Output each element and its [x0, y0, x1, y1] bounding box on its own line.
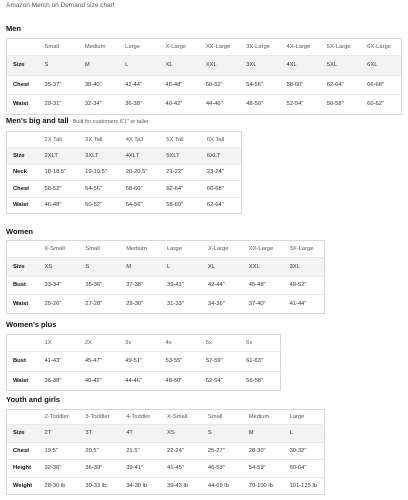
table-row [7, 95, 402, 115]
table-cell: 18-18.5" [39, 164, 80, 181]
table-cell: 50-52" [200, 75, 240, 95]
table-cell: 19-19.5" [79, 164, 120, 181]
table-cell: 46-48" [39, 197, 80, 214]
table-cell: 40-42" [159, 95, 199, 115]
table-cell: 58-60" [280, 75, 320, 95]
table-cell: 56-58" [321, 95, 361, 115]
table-cell: 62-64" [160, 181, 201, 198]
table-cell: 60-62" [361, 95, 401, 115]
table-cell: 2T [39, 425, 80, 443]
row-label: Waist [7, 197, 39, 214]
column-header: 2X [84, 340, 92, 346]
table-cell: 45-47" [79, 352, 119, 372]
table-cell: 40-42" [79, 371, 119, 391]
table-row [7, 460, 325, 478]
table-cell: 37-38" [120, 276, 161, 295]
header-corner [7, 335, 39, 352]
table-cell: M [243, 425, 284, 443]
table-cell: 39-43 lb [161, 477, 202, 495]
column-header: Medium [248, 414, 270, 420]
table-cell: 58-60" [120, 181, 161, 198]
table-cell: 57-59" [200, 352, 240, 372]
table-cell: 44-69 lb [202, 477, 243, 495]
column-header: 1X [44, 340, 52, 346]
table-cell: 4XLT [120, 148, 161, 165]
table-cell: 3XL [284, 258, 325, 277]
column-header: XX-Large [248, 246, 274, 252]
table-cell: 52-54" [200, 371, 240, 391]
table-cell: XL [159, 56, 199, 76]
table-cell: 6XLT [201, 148, 242, 165]
row-label: Height [7, 460, 39, 478]
table-cell: 39-41" [161, 276, 202, 295]
table-cell: 25-27" [202, 442, 243, 460]
table-cell: 41-44" [284, 295, 325, 314]
row-label: Bust [7, 276, 39, 295]
table-row [7, 276, 325, 295]
row-label: Size [7, 148, 39, 165]
table-cell: 3XL [240, 56, 280, 76]
table-cell: 36-39" [79, 460, 120, 478]
table-cell: 32-34" [79, 95, 119, 115]
table-cell: XXL [200, 56, 240, 76]
row-label: Waist [7, 371, 39, 391]
table-row [7, 197, 242, 214]
table-cell: 21.5" [120, 442, 161, 460]
table-cell: 32-36" [39, 460, 80, 478]
table-cell: 44-46" [119, 371, 159, 391]
table-cell: 25-26" [39, 295, 80, 314]
column-header: 3X-Large [246, 44, 270, 50]
header-row [7, 39, 402, 56]
womens-plus-size-table [6, 334, 281, 391]
table-cell: 34-38 lb [120, 477, 161, 495]
column-header: 4x [165, 340, 172, 346]
table-cell: XS [39, 258, 80, 277]
column-header: 6X Tall [206, 136, 225, 143]
table-cell: 60-64" [284, 460, 325, 478]
table-cell: 3T [79, 425, 120, 443]
table-cell: XS [161, 425, 202, 443]
table-cell: 42-44" [119, 75, 159, 95]
table-row [7, 371, 281, 391]
header-row [7, 241, 325, 258]
table-cell: 39-41" [120, 460, 161, 478]
column-header: X-Small [44, 246, 65, 252]
header-row [7, 410, 325, 425]
table-cell: 6XL [361, 56, 401, 76]
header-corner [7, 410, 39, 425]
table-cell: L [284, 425, 325, 443]
table-row [7, 258, 325, 277]
table-cell: 36-38" [119, 95, 159, 115]
column-header: X-Large [165, 44, 187, 50]
column-header: Small [207, 414, 223, 420]
table-cell: 66-68" [361, 75, 401, 95]
table-cell: 4XL [280, 56, 320, 76]
table-cell: XXL [243, 258, 284, 277]
column-header: Medium [84, 44, 106, 50]
column-header: 4-Toddler [126, 414, 151, 420]
column-header: 5x [205, 340, 212, 346]
column-header: 5X-Large [326, 44, 351, 50]
table-row [7, 181, 242, 198]
table-cell: XL [202, 258, 243, 277]
table-cell: 29-30" [120, 295, 161, 314]
table-cell: 58-60" [160, 197, 201, 214]
table-cell: 33-34" [39, 276, 80, 295]
table-cell: 35-37" [39, 75, 79, 95]
table-cell: 27-28" [79, 295, 120, 314]
table-cell: 50-52" [79, 197, 120, 214]
table-cell: 62-64" [201, 197, 242, 214]
column-header: Large [289, 414, 305, 420]
table-cell: 49-51" [119, 352, 159, 372]
table-cell: 42-44" [202, 276, 243, 295]
table-cell: 30-33 lb [79, 477, 120, 495]
table-row [7, 352, 281, 372]
table-row [7, 477, 325, 495]
table-cell: 5XLT [160, 148, 201, 165]
table-cell: M [79, 56, 119, 76]
row-label: Chest [7, 442, 39, 460]
table-cell: 20-20.5" [120, 164, 161, 181]
header-row [7, 335, 281, 352]
table-cell: 35-36" [79, 276, 120, 295]
column-header: 3X-Large [289, 246, 314, 252]
table-cell: L [119, 56, 159, 76]
row-label: Size [7, 425, 39, 443]
table-row [7, 148, 242, 165]
table-cell: S [39, 56, 79, 76]
column-header: Medium [126, 246, 147, 252]
table-cell: 34-36" [202, 295, 243, 314]
table-cell: 48-50" [240, 95, 280, 115]
table-cell: 28-30" [243, 442, 284, 460]
table-cell: 41-43" [39, 352, 79, 372]
row-label: Chest [7, 75, 39, 95]
column-header: X-Small [167, 414, 188, 420]
section-title-men: Men [6, 24, 21, 33]
table-cell: 48-50" [159, 371, 199, 391]
table-cell: 45-48" [243, 276, 284, 295]
column-header: 3x [125, 340, 132, 346]
table-cell: 49-52" [284, 276, 325, 295]
table-cell: 5XL [321, 56, 361, 76]
women-size-table [6, 240, 325, 314]
column-header: 6X-Large [367, 44, 391, 50]
row-label: Size [7, 258, 39, 277]
table-cell: 2XLT [39, 148, 80, 165]
table-cell: 101-125 lb [284, 477, 325, 495]
section-title-youth-and-girls: Youth and girls [6, 395, 61, 404]
table-row [7, 164, 242, 181]
row-label: Bust [7, 352, 39, 372]
table-cell: 4T [120, 425, 161, 443]
table-cell: 70-100 lb [243, 477, 284, 495]
table-cell: 50-52" [39, 181, 80, 198]
table-row [7, 425, 325, 443]
table-cell: 54-56" [79, 181, 120, 198]
table-row [7, 75, 402, 95]
table-cell: 19.5" [39, 442, 80, 460]
table-cell: 30-32" [284, 442, 325, 460]
table-cell: 52-54" [280, 95, 320, 115]
table-cell: 54-56" [120, 197, 161, 214]
column-header: 2-Toddler [44, 414, 69, 420]
table-cell: 56-58" [240, 371, 280, 391]
header-row [7, 132, 242, 148]
column-header: XX-Large [205, 44, 231, 50]
header-corner [7, 39, 39, 56]
column-header: 3X Tall [85, 136, 103, 143]
table-cell: L [161, 258, 202, 277]
row-label: Chest [7, 181, 39, 198]
section-note: Built for customers 6'1" or taller [72, 119, 149, 125]
header-corner [7, 241, 39, 258]
table-cell: 20.5" [79, 442, 120, 460]
table-cell: 28-30 lb [39, 477, 80, 495]
header-corner [7, 132, 39, 148]
table-cell: 46-53" [202, 460, 243, 478]
table-cell: 3XLT [79, 148, 120, 165]
table-row [7, 295, 325, 314]
table-cell: 41-45" [161, 460, 202, 478]
men-size-table [6, 38, 402, 115]
table-row [7, 442, 325, 460]
row-label: Size [7, 56, 39, 76]
column-header: 4X Tall [125, 136, 143, 143]
table-cell: 53-55" [159, 352, 199, 372]
row-label: Neck [7, 164, 39, 181]
youth-and-girls-size-table [6, 409, 325, 495]
table-cell: 29-31" [39, 95, 79, 115]
table-cell: 22-24" [161, 442, 202, 460]
table-cell: 31-33" [161, 295, 202, 314]
mens-big-and-tall-size-table [6, 131, 242, 214]
row-label: Waist [7, 295, 39, 314]
column-header: 6x [246, 340, 253, 346]
column-header: Small [44, 44, 59, 50]
column-header: 4X-Large [286, 44, 311, 50]
table-row [7, 56, 402, 76]
table-cell: 62-64" [321, 75, 361, 95]
table-cell: 61-63" [240, 352, 280, 372]
table-cell: 54-56" [240, 75, 280, 95]
column-header: Small [85, 246, 100, 252]
row-label: Weight [7, 477, 39, 495]
section-title-mens-big-and-tall: Men's big and tall Built for customers 6'1" or taller [6, 116, 149, 125]
column-header: Large [167, 246, 182, 252]
table-cell: 66-68" [201, 181, 242, 198]
table-cell: M [120, 258, 161, 277]
section-title-women: Women [6, 227, 33, 236]
table-cell: 38-40" [79, 75, 119, 95]
column-header: X-Large [207, 246, 229, 252]
column-header: Large [125, 44, 140, 50]
table-cell: 23-24" [201, 164, 242, 181]
table-cell: 54-59" [243, 460, 284, 478]
column-header: 3-Toddler [85, 414, 110, 420]
table-cell: S [79, 258, 120, 277]
table-cell: S [202, 425, 243, 443]
table-cell: 46-48" [159, 75, 199, 95]
row-label: Waist [7, 95, 39, 115]
column-header: 2X Tall [44, 136, 62, 143]
page-title: Amazon Merch on Demand size chart [6, 2, 115, 9]
table-cell: 37-40" [243, 295, 284, 314]
table-cell: 36-38" [39, 371, 79, 391]
section-title-womens-plus: Women's plus [6, 320, 57, 329]
table-cell: 44-46" [200, 95, 240, 115]
table-cell: 21-22" [160, 164, 201, 181]
column-header: 5X Tall [166, 136, 184, 143]
